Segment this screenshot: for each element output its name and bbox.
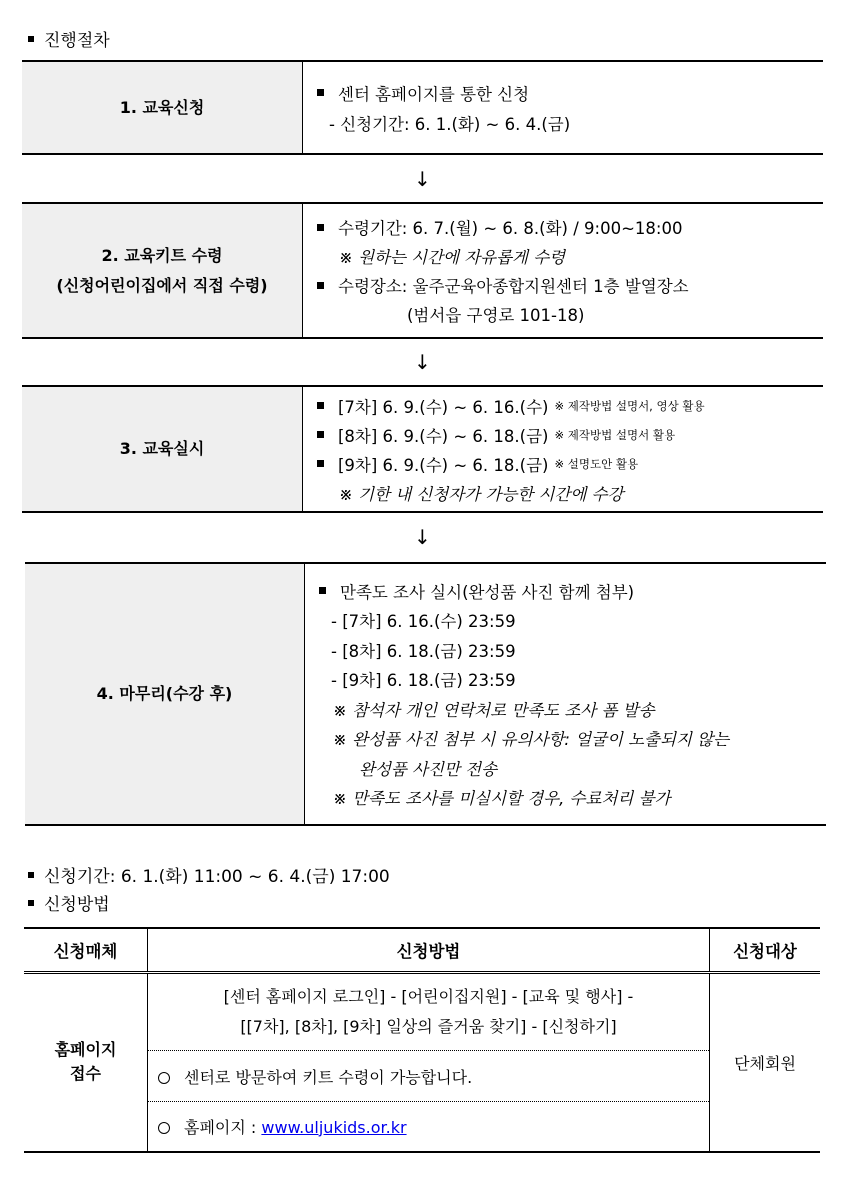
step-detail-line <box>317 391 705 420</box>
step-detail-line <box>319 606 729 636</box>
down-arrow-icon: ↓ <box>414 350 431 374</box>
application-method-title: 신청방법 <box>22 890 110 915</box>
step-detail-line <box>319 665 729 695</box>
header-method: 신청방법 <box>148 928 710 973</box>
table-row <box>24 973 820 1051</box>
step-title-line: (신청어린이집에서 직접 수령) <box>56 275 268 295</box>
step-title <box>25 564 305 824</box>
step-detail-line <box>317 300 689 329</box>
step-details <box>303 387 705 511</box>
detail-text: ※ 기한 내 신청자가 가능한 시간에 수강 <box>339 484 624 504</box>
square-bullet-icon <box>317 431 324 438</box>
detail-note-small: ※ 설명도안 활용 <box>554 456 639 471</box>
detail-text: 수령장소: 울주군육아종합지원센터 1층 발열장소 <box>338 277 689 296</box>
square-bullet-icon <box>319 587 326 594</box>
circle-bullet-icon <box>158 1072 170 1084</box>
step-detail-line <box>319 635 729 665</box>
step-detail-line <box>319 783 729 813</box>
step-title-line: 2. 교육키트 수령 <box>101 245 223 265</box>
detail-text: 센터 홈페이지를 통한 신청 <box>338 84 530 104</box>
method-steps-cell: [센터 홈페이지 로그인] - [어린이집지원] - [교육 및 행사] - [[7차], [8차], [9차] 일상의 즐거움 찾기] - [신청하기] <box>148 973 710 1051</box>
detail-note-small: ※ 제작방법 설명서, 영상 활용 <box>554 398 705 413</box>
square-bullet-icon <box>317 89 324 96</box>
homepage-link[interactable]: www.uljukids.or.kr <box>261 1117 407 1137</box>
detail-text: - [8차] 6. 18.(금) 23:59 <box>331 641 516 661</box>
square-bullet-icon <box>28 36 34 42</box>
detail-text: 만족도 조사 실시(완성품 사진 함께 첨부) <box>340 582 635 602</box>
step-detail-line <box>319 724 729 754</box>
detail-text: - [7차] 6. 16.(수) 23:59 <box>331 612 516 632</box>
header-target: 신청대상 <box>710 928 821 973</box>
step-title <box>22 387 303 511</box>
step-detail-line <box>317 478 705 507</box>
step-detail-line <box>317 449 705 478</box>
step-detail-line <box>317 78 570 108</box>
detail-text: 수령기간: 6. 7.(월) ~ 6. 8.(화) / 9:00~18:00 <box>338 219 683 238</box>
step-box <box>22 202 823 339</box>
step-details <box>305 564 729 824</box>
detail-text: 완성품 사진만 전송 <box>359 759 498 779</box>
detail-text: ※ 완성품 사진 첨부 시 유의사항: 얼굴이 노출되지 않는 <box>333 730 730 750</box>
application-period: 신청기간: 6. 1.(화) 11:00 ~ 6. 4.(금) 17:00 <box>22 862 390 887</box>
step-detail-line <box>319 694 729 724</box>
section-title-procedure: 진행절차 <box>22 26 110 51</box>
medium-cell: 홈페이지 접수 <box>24 973 148 1152</box>
down-arrow-icon: ↓ <box>414 525 431 549</box>
step-detail-line <box>317 108 570 138</box>
square-bullet-icon <box>317 402 324 409</box>
detail-text: ※ 원하는 시간에 자유롭게 수령 <box>339 248 566 267</box>
detail-text: ※ 만족도 조사를 미실시할 경우, 수료처리 불가 <box>333 789 671 809</box>
square-bullet-icon <box>28 872 34 878</box>
square-bullet-icon <box>317 282 324 289</box>
detail-text: [9차] 6. 9.(수) ~ 6. 18.(금) <box>338 455 549 475</box>
homepage-cell: 홈페이지 : www.uljukids.or.kr <box>148 1102 710 1152</box>
step-detail-line <box>317 420 705 449</box>
step-detail-line <box>317 242 689 271</box>
square-bullet-icon <box>317 224 324 231</box>
target-cell: 단체회원 <box>710 973 821 1152</box>
detail-text: [8차] 6. 9.(수) ~ 6. 18.(금) <box>338 426 549 446</box>
step-detail-line <box>319 576 729 606</box>
step-title-line: 4. 마무리(수강 후) <box>96 684 233 703</box>
step-detail-line <box>317 271 689 300</box>
square-bullet-icon <box>317 460 324 467</box>
step-box <box>22 385 823 513</box>
application-table <box>24 927 820 1153</box>
down-arrow-icon: ↓ <box>414 167 431 191</box>
step-box <box>25 562 826 826</box>
step-detail-line <box>319 753 729 783</box>
detail-text: [7차] 6. 9.(수) ~ 6. 16.(수) <box>338 397 549 417</box>
table-header-row <box>24 928 820 973</box>
square-bullet-icon <box>28 900 34 906</box>
detail-text: ※ 참석자 개인 연락처로 만족도 조사 폼 발송 <box>333 700 655 720</box>
detail-text: - 신청기간: 6. 1.(화) ~ 6. 4.(금) <box>329 114 571 134</box>
step-title <box>22 62 303 153</box>
step-title <box>22 204 303 337</box>
circle-bullet-icon <box>158 1122 170 1134</box>
step-title-line: 1. 교육신청 <box>119 97 205 117</box>
step-title-line: 3. 교육실시 <box>119 439 205 458</box>
detail-text: (범서읍 구영로 101-18) <box>407 306 585 325</box>
step-box <box>22 60 823 155</box>
step-detail-line <box>317 213 689 242</box>
detail-note-small: ※ 제작방법 설명서 활용 <box>554 427 676 442</box>
header-medium: 신청매체 <box>24 928 148 973</box>
step-details <box>303 204 689 337</box>
step-details <box>303 62 570 153</box>
visit-cell: 센터로 방문하여 키트 수령이 가능합니다. <box>148 1051 710 1102</box>
detail-text: - [9차] 6. 18.(금) 23:59 <box>331 671 516 691</box>
